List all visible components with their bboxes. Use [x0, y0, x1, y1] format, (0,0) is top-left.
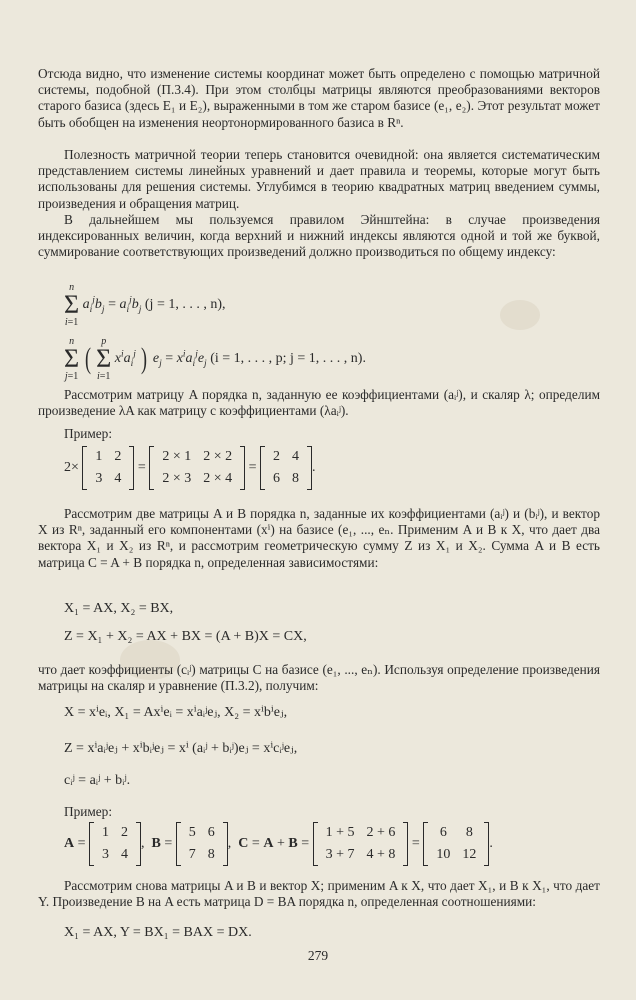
paper-stain [500, 300, 540, 330]
example-2-equation: A = 1 2 3 4 , B = 5 6 7 8 , C = A + B = 1 + 5 2 + 6 3 + 7 4 + 8 = 6 8 10 12 . [64, 822, 493, 866]
matrix: 2 × 1 2 × 2 2 × 3 2 × 4 [149, 446, 245, 490]
paragraph-7: что дает коэффициенты (cᵢʲ) матрицы C на базисе (e₁, ..., eₙ). Используя определение произведения матрицы на скаляр и уравнение (П.3.2), получим: [38, 662, 600, 694]
paragraph-2: Полезность матричной теории теперь становится очевидной: она является систематическим представлением системы линейных уравнений и дает правила и теоремы, которые могут быть использованы для решения системы. Углубимся в теорию квадратных матриц введением суммы, произведения и обращения матриц. [38, 147, 600, 211]
equation-components-1: X = xⁱeᵢ, X₁ = Axⁱeᵢ = xⁱaᵢʲeⱼ, X₂ = xⁱbⁱeⱼ, [64, 705, 288, 720]
equation-product: X₁ = AX, Y = BX₁ = BAX = DX. [64, 925, 252, 940]
matrix-sum: 1 + 5 2 + 6 3 + 7 4 + 8 [313, 822, 409, 866]
paragraph-4: Рассмотрим матрицу A порядка n, заданную ее коэффициентами (aᵢʲ), и скаляр λ; определим произведение λA как матрицу с коэффициентами (λaᵢʲ). [38, 387, 600, 419]
example-label-2: Пример: [64, 804, 113, 819]
equation-components-3: cᵢʲ = aᵢʲ + bᵢʲ. [64, 773, 131, 788]
example-label-1: Пример: [64, 426, 113, 441]
matrix-b: 5 6 7 8 [176, 822, 228, 866]
example-1-equation: 2× 1 2 3 4 = 2 × 1 2 × 2 2 × 3 2 × 4 = 2 4 6 8 . [64, 446, 316, 490]
paragraph-9: Рассмотрим снова матрицы A и B и вектор X; применим A к X, что дает X₁, и B к X₁, что дает Y. Произведение B на A есть матрица D = BA порядка n, определенная соотношениями: [38, 878, 600, 910]
scalar-factor: 2× [64, 460, 79, 476]
equation-range-2: (i = 1, . . . , p; j = 1, . . . , n). [210, 351, 366, 367]
equation-range-1: (j = 1, . . . , n), [144, 297, 226, 313]
matrix: 2 4 6 8 [260, 446, 312, 490]
equation-einstein-1: n Σ i=1 $a_i^jb_j = a_i^jb_j$ (j = 1, . . . , n), [64, 282, 226, 328]
paragraph-1: Отсюда видно, что изменение системы координат может быть определено с помощью матричной системы, подобной (П.3.4). При этом столбцы матрицы являются преобразованиями векторов старого базиса (здесь E₁ и E₂), выраженными в том же старом базисе (e₁, e₂). Этот результат может быть обобщен на изменения неортонормированного базиса в Rⁿ. [38, 66, 600, 130]
equation-sum-vectors: X₁ = AX, X₂ = BX, [64, 601, 174, 616]
equation-components-2: Z = xⁱaᵢʲeⱼ + xⁱbᵢʲeⱼ = xⁱ (aᵢʲ + bᵢʲ)eⱼ = xⁱcᵢʲeⱼ, [64, 741, 298, 756]
matrix-a: 1 2 3 4 [89, 822, 141, 866]
page-number: 279 [307, 948, 329, 963]
matrix: 1 2 3 4 [82, 446, 134, 490]
paragraph-3: В дальнейшем мы пользуемся правилом Эйнштейна: в случае произведения индексированных величин, когда верхний и нижний индексы являются одной и той же буквой, суммирование соответствующих произведений должно производиться по общему индексу: [38, 212, 600, 260]
matrix-result: 6 8 10 12 [423, 822, 489, 866]
paragraph-6: Рассмотрим две матрицы A и B порядка n, заданные их коэффициентами (aᵢʲ) и (bᵢʲ), и вектор X из Rⁿ, заданный его компонентами (xⁱ) на базисе (e₁, ..., eₙ. Применим A и B к X, что дает два вектора X₁ и X₂ из Rⁿ, и рассмотрим геометрическую сумму Z из X₁ и X₂. Сумма A и B есть матрица C = A + B порядка n, определенная зависимостями: [38, 506, 600, 570]
equation-sum-matrix: Z = X₁ + X₂ = AX + BX = (A + B)X = CX, [64, 629, 307, 644]
equation-einstein-2: n Σ j=1 ( p Σ i=1 $x^ia_i^j$ ) $e_j = x^ia_i^je_j$ (i = 1, . . . , p; j = 1, . . . , n). [64, 336, 366, 382]
